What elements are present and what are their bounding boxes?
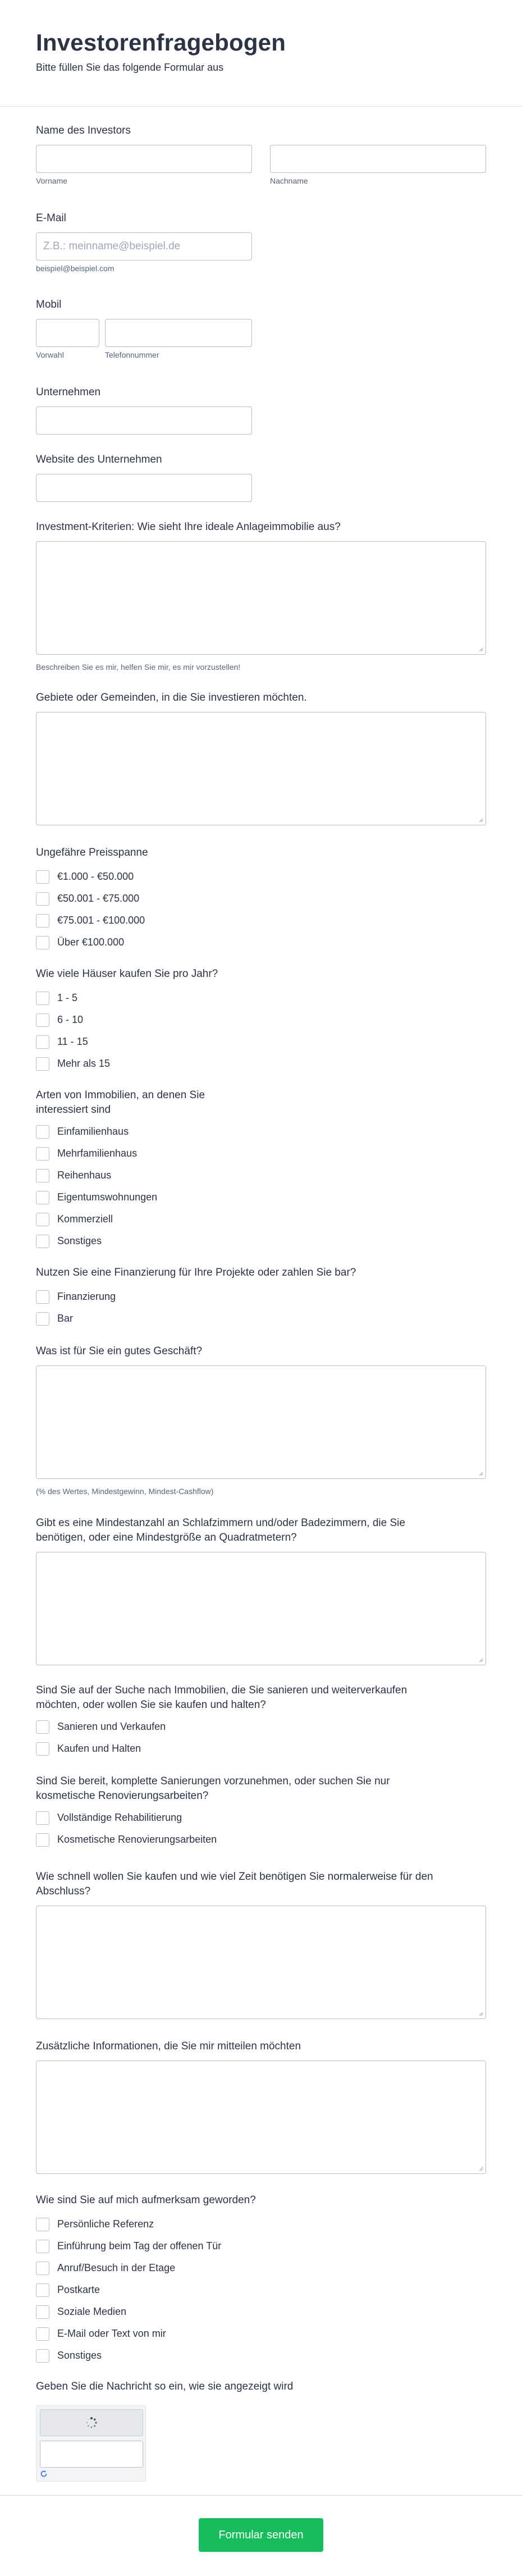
investor-name-field — [36, 124, 486, 185]
good-deal-sublabel: (% des Wertes, Mindestgewinn, Mindest-Cashflow) — [36, 1487, 214, 1496]
checkbox[interactable] — [36, 2305, 49, 2319]
type-option-label: Reihenhaus — [57, 1170, 112, 1181]
area-code-sublabel: Vorwahl — [36, 350, 64, 359]
checkbox[interactable] — [36, 1147, 49, 1161]
email-field — [36, 211, 486, 273]
company-field — [36, 385, 486, 435]
houses-option[interactable] — [36, 987, 486, 1009]
checkbox[interactable] — [36, 870, 49, 884]
email-input[interactable] — [36, 232, 252, 261]
checkbox[interactable] — [36, 2240, 49, 2253]
houses-per-year-field — [36, 967, 486, 1075]
mobile-label: Mobil — [36, 299, 62, 310]
additional-info-field — [36, 2039, 486, 2174]
houses-option-label: 6 - 10 — [57, 1014, 84, 1025]
source-option[interactable] — [36, 2213, 486, 2235]
type-option[interactable] — [36, 1121, 486, 1143]
houses-per-year-label: Wie viele Häuser kaufen Sie pro Jahr? — [36, 968, 218, 980]
good-deal-textarea[interactable] — [36, 1365, 486, 1479]
criteria-field — [36, 520, 486, 672]
price-range-label: Ungefähre Preisspanne — [36, 847, 148, 858]
houses-option-label: 1 - 5 — [57, 992, 78, 1003]
speed-label-line2: Abschluss? — [36, 1885, 91, 1897]
checkbox[interactable] — [36, 2218, 49, 2231]
price-option-label: €50.001 - €75.000 — [57, 893, 140, 904]
price-option-label: Über €100.000 — [57, 937, 125, 948]
checkbox[interactable] — [36, 1169, 49, 1182]
checkbox[interactable] — [36, 1720, 49, 1734]
financing-field — [36, 1266, 486, 1330]
email-label: E-Mail — [36, 212, 66, 224]
renovation-label-line1: Sind Sie bereit, komplette Sanierungen vorzunehmen, oder suchen Sie nur — [36, 1775, 390, 1787]
source-option-label: Einführung beim Tag der offenen Tür — [57, 2240, 222, 2251]
checkbox[interactable] — [36, 1013, 49, 1027]
houses-option-label: Mehr als 15 — [57, 1058, 111, 1069]
checkbox[interactable] — [36, 2349, 49, 2363]
strategy-option[interactable] — [36, 1738, 486, 1760]
type-option[interactable] — [36, 1208, 486, 1230]
checkbox[interactable] — [36, 1035, 49, 1049]
referral-source-field — [36, 2193, 486, 2367]
checkbox[interactable] — [36, 1312, 49, 1326]
source-option[interactable] — [36, 2301, 486, 2323]
price-option[interactable] — [36, 931, 486, 953]
mobile-field — [36, 298, 486, 359]
checkbox[interactable] — [36, 1125, 49, 1139]
checkbox[interactable] — [36, 1057, 49, 1071]
property-types-label-line1: Arten von Immobilien, an denen Sie — [36, 1089, 205, 1101]
price-range-field — [36, 846, 486, 953]
form-header — [0, 0, 522, 107]
areas-label: Gebiete oder Gemeinden, in die Sie investieren möchten. — [36, 692, 307, 704]
source-option[interactable] — [36, 2257, 486, 2279]
resize-handle-icon[interactable] — [478, 2011, 483, 2016]
form-footer — [0, 2495, 522, 2576]
checkbox[interactable] — [36, 2262, 49, 2275]
type-option-label: Sonstiges — [57, 1235, 102, 1246]
checkbox[interactable] — [36, 1213, 49, 1226]
captcha-image — [40, 2409, 143, 2436]
source-option-label: Postkarte — [57, 2284, 100, 2295]
purchase-speed-field — [36, 1870, 486, 2019]
type-option-label: Kommerziell — [57, 1213, 113, 1225]
website-field — [36, 453, 486, 502]
strategy-field — [36, 1683, 486, 1760]
renovation-option[interactable] — [36, 1807, 486, 1829]
renovation-option-label: Vollständige Rehabilitierung — [57, 1812, 182, 1823]
submit-button[interactable]: Formular senden — [199, 2518, 323, 2552]
criteria-sublabel: Beschreiben Sie es mir, helfen Sie mir, es mir vorzustellen! — [36, 663, 241, 672]
price-option-label: €75.001 - €100.000 — [57, 915, 145, 926]
last-name-input[interactable] — [270, 145, 486, 173]
property-types-field — [36, 1088, 486, 1252]
type-option-label: Eigentumswohnungen — [57, 1191, 158, 1203]
speed-label-line1: Wie schnell wollen Sie kaufen und wie viel Zeit benötigen Sie normalerweise für den — [36, 1871, 433, 1883]
financing-option-label: Bar — [57, 1313, 74, 1324]
renovation-field — [36, 1774, 486, 1851]
last-name-sublabel: Nachname — [270, 176, 308, 185]
additional-info-label: Zusätzliche Informationen, die Sie mir mitteilen möchten — [36, 2040, 301, 2052]
checkbox[interactable] — [36, 936, 49, 949]
type-option[interactable] — [36, 1164, 486, 1186]
strategy-option[interactable] — [36, 1716, 486, 1738]
captcha-label: Geben Sie die Nachricht so ein, wie sie angezeigt wird — [36, 2381, 294, 2392]
strategy-option-label: Sanieren und Verkaufen — [57, 1721, 166, 1732]
form-title: Investorenfragebogen — [36, 29, 286, 56]
investor-name-label: Name des Investors — [36, 125, 131, 136]
resize-handle-icon[interactable] — [478, 1470, 483, 1476]
checkbox[interactable] — [36, 1811, 49, 1825]
email-sublabel: beispiel@beispiel.com — [36, 264, 115, 273]
source-option-label: Anruf/Besuch in der Etage — [57, 2262, 176, 2273]
price-option[interactable] — [36, 910, 486, 931]
resize-handle-icon[interactable] — [478, 646, 483, 652]
form-subtitle: Bitte füllen Sie das folgende Formular aus — [36, 62, 224, 73]
minimum-textarea[interactable] — [36, 1552, 486, 1665]
captcha-reload-icon[interactable] — [40, 2470, 48, 2479]
renovation-label-line2: kosmetische Renovierungsarbeiten? — [36, 1790, 209, 1802]
captcha-field — [36, 2379, 486, 2394]
first-name-sublabel: Vorname — [36, 176, 68, 185]
phone-number-input[interactable] — [105, 319, 252, 347]
areas-field — [36, 691, 486, 825]
renovation-option[interactable] — [36, 1829, 486, 1851]
good-deal-field — [36, 1344, 486, 1496]
type-option[interactable] — [36, 1186, 486, 1208]
area-code-input[interactable] — [36, 319, 99, 347]
criteria-label: Investment-Kriterien: Wie sieht Ihre ideale Anlageimmobilie aus? — [36, 521, 341, 533]
financing-option[interactable] — [36, 1286, 486, 1308]
source-option-label: Sonstiges — [57, 2350, 102, 2361]
checkbox[interactable] — [36, 2327, 49, 2341]
source-option[interactable] — [36, 2235, 486, 2257]
type-option[interactable] — [36, 1230, 486, 1252]
source-option-label: Soziale Medien — [57, 2306, 127, 2317]
property-types-label-line2: interessiert sind — [36, 1104, 111, 1116]
strategy-label-line2: möchten, oder wollen Sie sie kaufen und halten? — [36, 1699, 266, 1711]
renovation-option-label: Kosmetische Renovierungsarbeiten — [57, 1834, 217, 1845]
phone-number-sublabel: Telefonnummer — [105, 350, 159, 359]
company-input[interactable] — [36, 407, 252, 435]
checkbox[interactable] — [36, 892, 49, 906]
financing-option-label: Finanzierung — [57, 1291, 116, 1302]
company-label: Unternehmen — [36, 386, 101, 398]
price-option[interactable] — [36, 866, 486, 888]
source-option[interactable] — [36, 2279, 486, 2301]
referral-source-label: Wie sind Sie auf mich aufmerksam geworden? — [36, 2194, 256, 2206]
source-option[interactable] — [36, 2323, 486, 2345]
financing-label: Nutzen Sie eine Finanzierung für Ihre Projekte oder zahlen Sie bar? — [36, 1267, 356, 1278]
website-input[interactable] — [36, 474, 252, 502]
good-deal-label: Was ist für Sie ein gutes Geschäft? — [36, 1345, 203, 1357]
speed-textarea[interactable] — [36, 1906, 486, 2019]
price-option-label: €1.000 - €50.000 — [57, 871, 134, 882]
strategy-label-line1: Sind Sie auf der Suche nach Immobilien, die Sie sanieren und weiterverkaufen — [36, 1684, 407, 1696]
areas-textarea[interactable] — [36, 712, 486, 825]
houses-option-label: 11 - 15 — [57, 1036, 88, 1047]
checkbox[interactable] — [36, 1191, 49, 1204]
type-option[interactable] — [36, 1143, 486, 1164]
resize-handle-icon[interactable] — [478, 817, 483, 823]
source-option-label: Persönliche Referenz — [57, 2218, 154, 2230]
website-label: Website des Unternehmen — [36, 454, 162, 465]
source-option-label: E-Mail oder Text von mir — [57, 2328, 166, 2339]
houses-option[interactable] — [36, 1031, 486, 1053]
captcha-widget — [36, 2405, 146, 2482]
type-option-label: Mehrfamilienhaus — [57, 1148, 138, 1159]
minimum-label-line1: Gibt es eine Mindestanzahl an Schlafzimmern und/oder Badezimmern, die Sie — [36, 1517, 405, 1529]
checkbox[interactable] — [36, 1290, 49, 1304]
price-option[interactable] — [36, 888, 486, 910]
resize-handle-icon[interactable] — [478, 1657, 483, 1662]
captcha-input[interactable] — [40, 2441, 143, 2468]
minimum-requirements-field — [36, 1516, 486, 1665]
checkbox[interactable] — [36, 2283, 49, 2297]
resize-handle-icon[interactable] — [478, 2166, 483, 2171]
checkbox[interactable] — [36, 992, 49, 1005]
strategy-option-label: Kaufen und Halten — [57, 1743, 141, 1754]
additional-info-textarea[interactable] — [36, 2061, 486, 2174]
houses-option[interactable] — [36, 1053, 486, 1075]
checkbox[interactable] — [36, 1833, 49, 1847]
type-option-label: Einfamilienhaus — [57, 1126, 129, 1137]
loading-spinner-icon — [85, 2417, 98, 2429]
checkbox[interactable] — [36, 914, 49, 928]
first-name-input[interactable] — [36, 145, 252, 173]
criteria-textarea[interactable] — [36, 541, 486, 655]
minimum-label-line2: benötigen, oder eine Mindestgröße an Quadratmetern? — [36, 1532, 297, 1543]
source-option[interactable] — [36, 2345, 486, 2367]
houses-option[interactable] — [36, 1009, 486, 1031]
financing-option[interactable] — [36, 1308, 486, 1330]
checkbox[interactable] — [36, 1235, 49, 1248]
checkbox[interactable] — [36, 1742, 49, 1756]
